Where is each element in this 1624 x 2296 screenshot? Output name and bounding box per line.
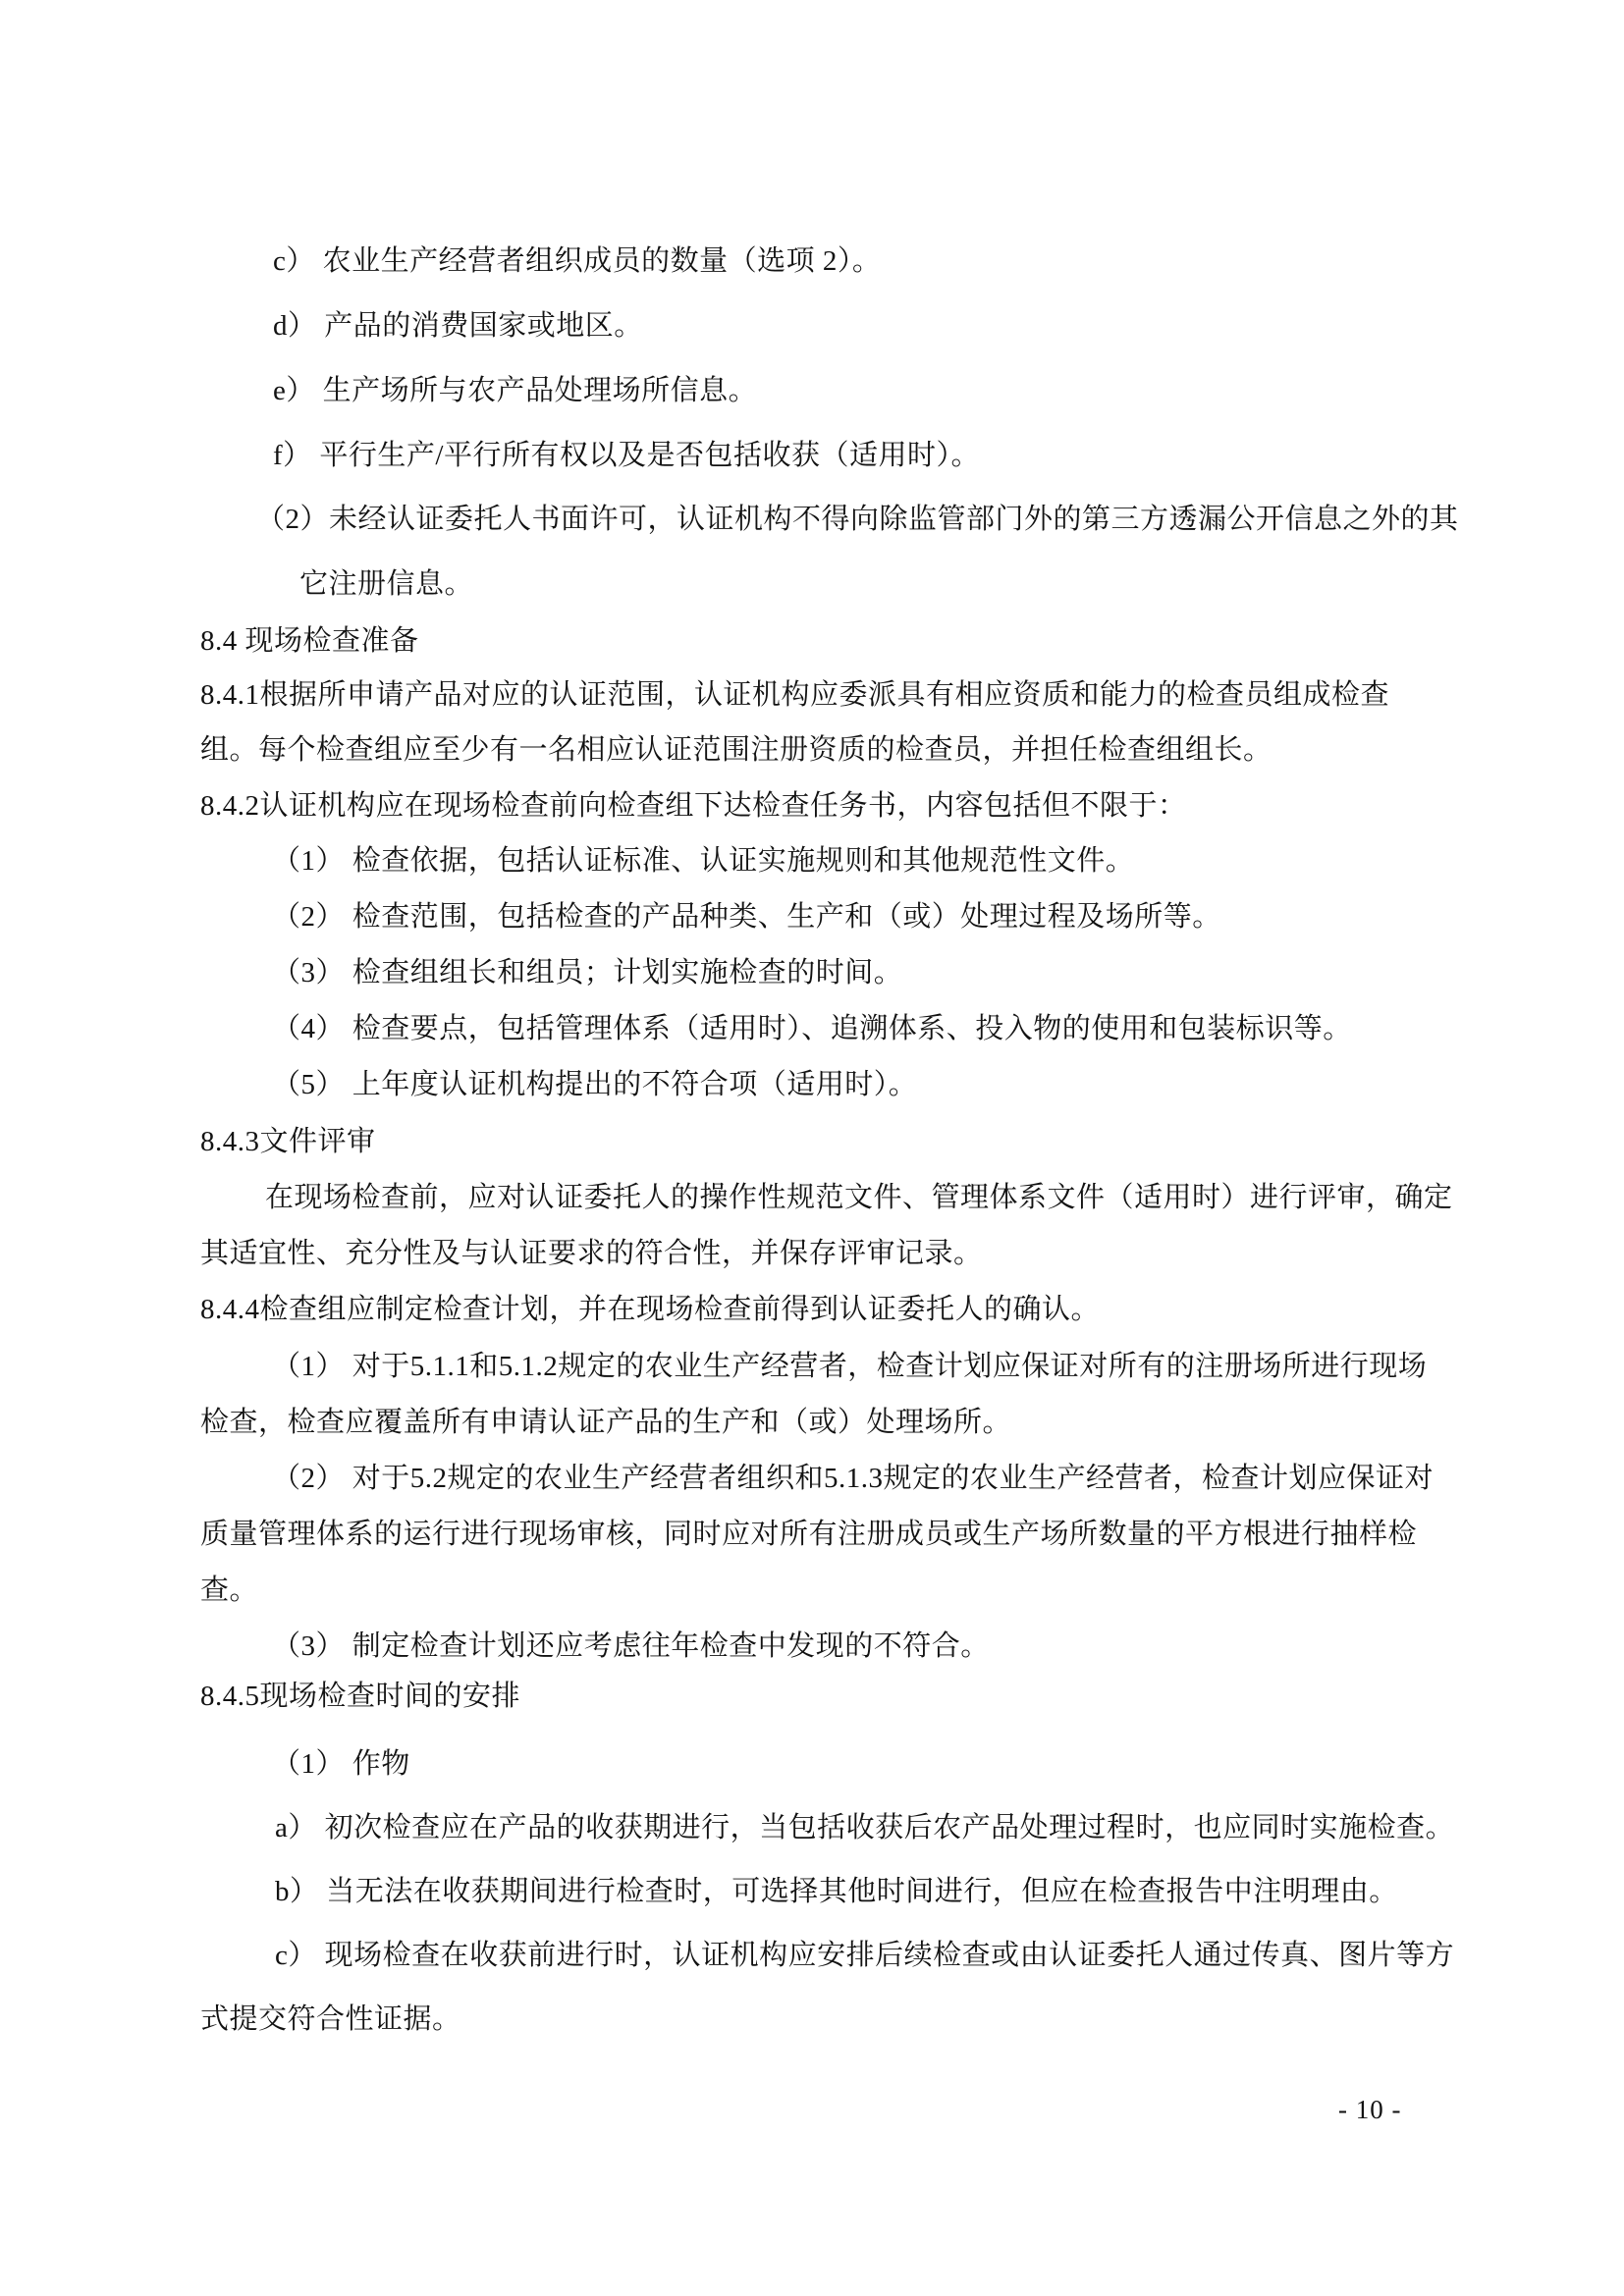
page-number: - 10 -	[1338, 2095, 1402, 2124]
clause-8-4-4: 8.4.4检查组应制定检查计划，并在现场检查前得到认证委托人的确认。	[200, 1294, 1101, 1325]
clause-8-4-1-line2: 组。每个检查组应至少有一名相应认证范围注册资质的检查员，并担任检查组组长。	[200, 734, 1272, 766]
crops-item-c-line2: 式提交符合性证据。	[200, 2003, 461, 2035]
crops-item-c-line1: c） 现场检查在收获前进行时，认证机构应安排后续检查或由认证委托人通过传真、图片等方	[275, 1940, 1455, 1971]
list-item-d: d） 产品的消费国家或地区。	[273, 310, 643, 342]
clause-8-4-1-line1: 8.4.1根据所申请产品对应的认证范围，认证机构应委派具有相应资质和能力的检查员组成检查	[200, 679, 1390, 711]
task-item-1: （1） 检查依据，包括认证标准、认证实施规则和其他规范性文件。	[272, 845, 1135, 877]
plan-item-1-line2: 检查，检查应覆盖所有申请认证产品的生产和（或）处理场所。	[200, 1407, 1012, 1438]
crops-item-b: b） 当无法在收获期间进行检查时，可选择其他时间进行，但应在检查报告中注明理由。	[275, 1876, 1398, 1907]
task-item-4: （4） 检查要点，包括管理体系（适用时）、追溯体系、投入物的使用和包装标识等。	[272, 1013, 1352, 1044]
heading-8-4-3: 8.4.3文件评审	[200, 1126, 376, 1157]
crops-item-a: a） 初次检查应在产品的收获期进行，当包括收获后农产品处理过程时，也应同时实施检查。	[275, 1812, 1455, 1843]
list-item-c: c） 农业生产经营者组织成员的数量（选项 2）。	[273, 245, 882, 277]
item-2-continuation: 它注册信息。	[299, 568, 474, 600]
list-item-e: e） 生产场所与农产品处理场所信息。	[273, 375, 758, 406]
clause-8-4-3-line1: 在现场检查前，应对认证委托人的操作性规范文件、管理体系文件（适用时）进行评审，确定	[265, 1182, 1453, 1213]
clause-8-4-3-line2: 其适宜性、充分性及与认证要求的符合性，并保存评审记录。	[200, 1238, 983, 1269]
plan-item-2-line1: （2） 对于5.2规定的农业生产经营者组织和5.1.3规定的农业生产经营者，检查计划应保证对	[272, 1463, 1435, 1494]
list-item-f: f） 平行生产/平行所有权以及是否包括收获（适用时）。	[273, 440, 980, 471]
plan-item-2-line2: 质量管理体系的运行进行现场审核，同时应对所有注册成员或生产场所数量的平方根进行抽样检	[200, 1519, 1418, 1550]
plan-item-2-line3: 查。	[200, 1575, 259, 1606]
task-item-3: （3） 检查组组长和组员；计划实施检查的时间。	[272, 957, 903, 988]
clause-8-4-2: 8.4.2认证机构应在现场检查前向检查组下达检查任务书，内容包括但不限于：	[200, 790, 1187, 822]
plan-item-3: （3） 制定检查计划还应考虑往年检查中发现的不符合。	[272, 1630, 990, 1662]
crops-item-1: （1） 作物	[272, 1748, 410, 1780]
plan-item-1-line1: （1） 对于5.1.1和5.1.2规定的农业生产经营者，检查计划应保证对所有的注册场所进行现场	[272, 1351, 1428, 1382]
item-2-confidentiality: （2）未经认证委托人书面许可，认证机构不得向除监管部门外的第三方透漏公开信息之外的其	[256, 504, 1459, 535]
heading-8-4-5: 8.4.5现场检查时间的安排	[200, 1681, 521, 1712]
task-item-5: （5） 上年度认证机构提出的不符合项（适用时）。	[272, 1069, 918, 1100]
heading-8-4: 8.4 现场检查准备	[200, 625, 419, 657]
task-item-2: （2） 检查范围，包括检查的产品种类、生产和（或）处理过程及场所等。	[272, 901, 1221, 933]
